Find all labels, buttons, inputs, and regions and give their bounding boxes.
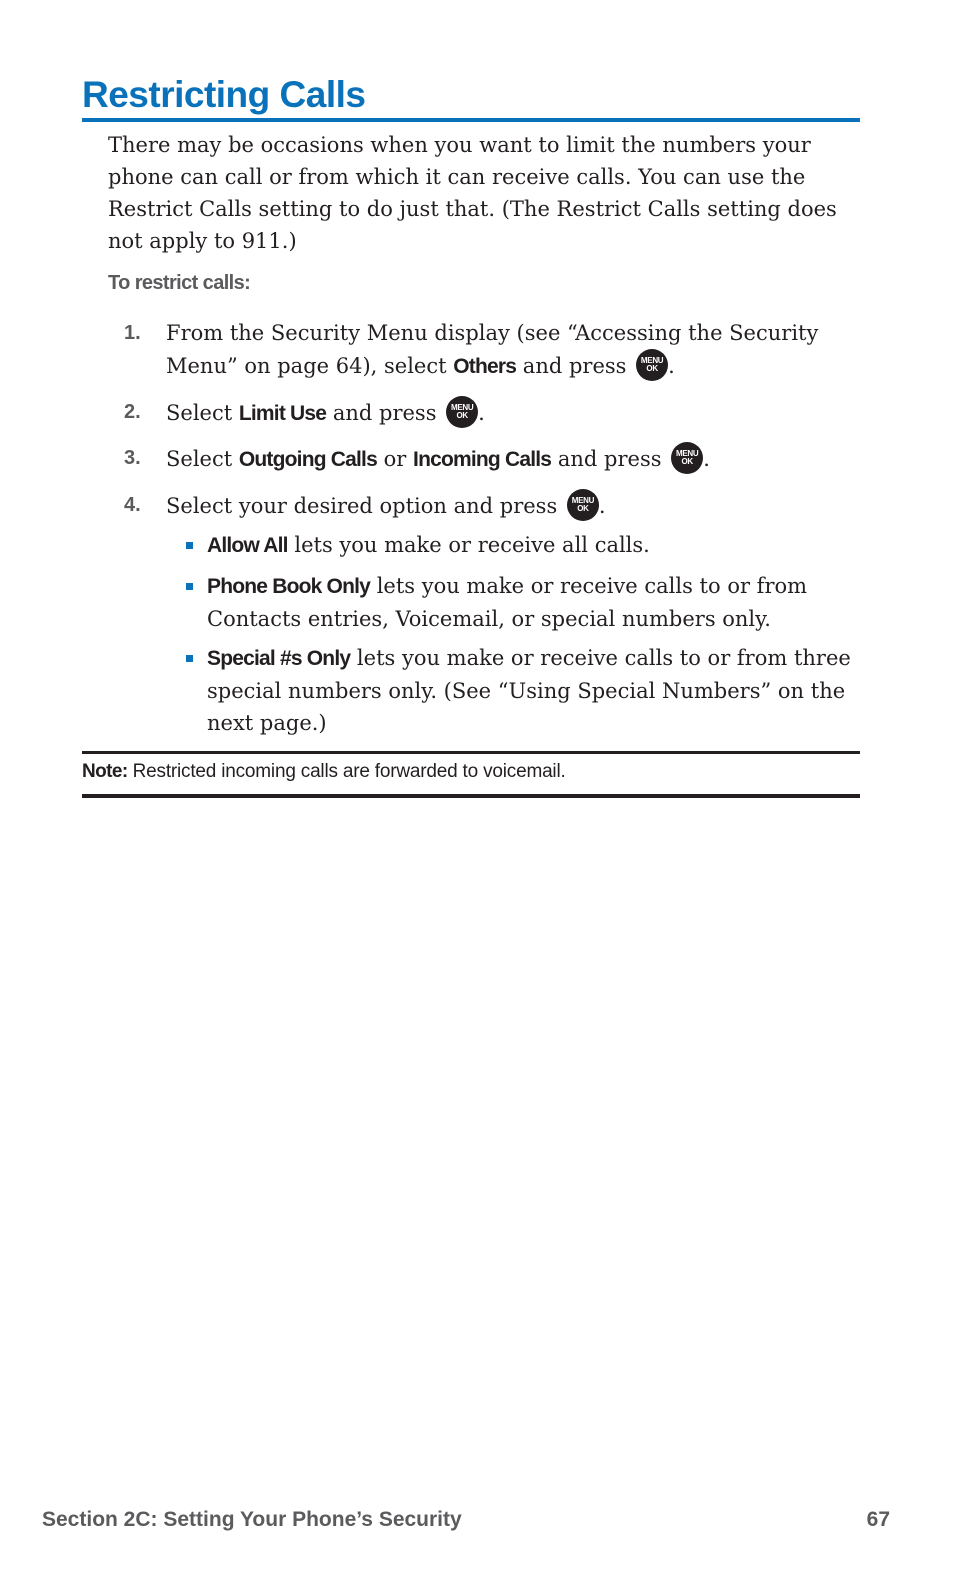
footer-section-title: Section 2C: Setting Your Phone’s Security bbox=[42, 1508, 462, 1531]
keyword-special-numbers-only: Special #s Only bbox=[207, 647, 351, 670]
keyword-outgoing-calls: Outgoing Calls bbox=[238, 448, 377, 471]
title-rule bbox=[82, 118, 860, 122]
note-bottom-rule bbox=[82, 794, 860, 798]
step-text-part: Select bbox=[166, 401, 239, 425]
step-number: 3. bbox=[124, 447, 141, 469]
option-text bbox=[207, 642, 860, 739]
note-text: Restricted incoming calls are forwarded to voicemail. bbox=[127, 761, 566, 782]
menu-key-label: MENU bbox=[640, 356, 664, 365]
step-text bbox=[166, 489, 860, 522]
step-text-part: Select your desired option and press bbox=[166, 494, 564, 518]
page-title: Restricting Calls bbox=[82, 74, 366, 115]
option-description: lets you make or receive calls to or from three special numbers only. (See “Using Special Numbers” on the next page.) bbox=[207, 646, 851, 735]
menu-key-label: MENU bbox=[571, 496, 595, 505]
bullet-square-icon bbox=[186, 583, 193, 590]
option-text bbox=[207, 529, 860, 562]
step-text-part: . bbox=[598, 494, 606, 518]
step-text-part: and press bbox=[551, 447, 669, 471]
bullet-square-icon bbox=[186, 542, 193, 549]
step-number: 1. bbox=[124, 322, 141, 344]
menu-ok-key-icon bbox=[567, 489, 599, 521]
menu-ok-key-icon bbox=[446, 396, 478, 428]
step-number: 2. bbox=[124, 401, 141, 423]
step-text bbox=[166, 317, 860, 383]
menu-key-label: MENU bbox=[676, 449, 699, 458]
keyword-phone-book-only: Phone Book Only bbox=[207, 575, 371, 598]
step-text-part: or bbox=[376, 447, 414, 471]
footer-page-number: 67 bbox=[866, 1508, 890, 1531]
step-text-part: Select bbox=[166, 447, 239, 471]
keyword-others: Others bbox=[453, 355, 517, 378]
option-description: lets you make or receive all calls. bbox=[287, 533, 650, 557]
intro-paragraph: There may be occasions when you want to limit the numbers your phone can call or from which it can receive calls. You can use the Restrict Calls setting to do just that. (The Restrict Calls setting does not apply to 911.) bbox=[108, 133, 837, 253]
menu-ok-key-icon bbox=[671, 442, 703, 474]
option-description: lets you make or receive calls to or from Contacts entries, Voicemail, or special numbers only. bbox=[207, 574, 808, 631]
keyword-incoming-calls: Incoming Calls bbox=[413, 448, 552, 471]
step-text bbox=[166, 442, 860, 476]
keyword-limit-use: Limit Use bbox=[238, 402, 327, 425]
keyword-allow-all: Allow All bbox=[207, 534, 288, 557]
ok-key-label: OK bbox=[646, 364, 658, 373]
step-text-part: and press bbox=[326, 401, 444, 425]
ok-key-label: OK bbox=[681, 457, 693, 466]
note-top-rule bbox=[82, 751, 860, 754]
step-text bbox=[166, 396, 860, 430]
step-text-part: and press bbox=[516, 354, 634, 378]
step-text-part: From the Security Menu display (see “Accessing the Security Menu” on page 64), select bbox=[166, 321, 819, 378]
ok-key-label: OK bbox=[456, 411, 468, 420]
step-number: 4. bbox=[124, 494, 141, 516]
note-label: Note: bbox=[82, 761, 128, 782]
procedure-subhead: To restrict calls: bbox=[108, 272, 251, 294]
ok-key-label: OK bbox=[577, 504, 589, 513]
note bbox=[82, 758, 566, 786]
step-text-part: . bbox=[703, 447, 710, 471]
menu-key-label: MENU bbox=[450, 403, 474, 412]
menu-ok-key-icon bbox=[636, 349, 668, 381]
option-text bbox=[207, 570, 860, 635]
bullet-square-icon bbox=[186, 655, 193, 662]
step-text-part: . bbox=[668, 354, 675, 378]
step-text-part: . bbox=[478, 401, 485, 425]
